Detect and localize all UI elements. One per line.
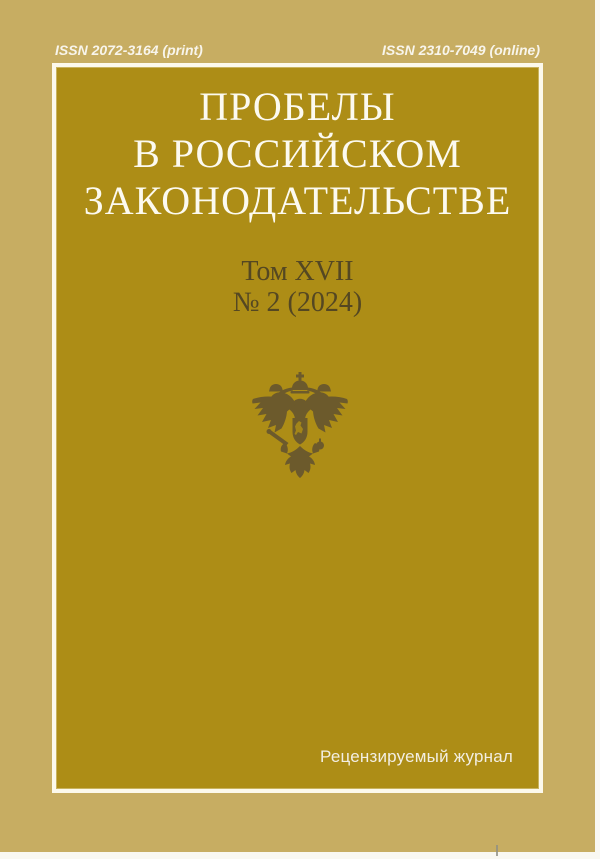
double-headed-eagle-icon (249, 372, 351, 482)
journal-title (56, 83, 539, 224)
volume-issue-block (56, 256, 539, 318)
title-line-3: ЗАКОНОДАТЕЛЬСТВЕ (83, 178, 512, 223)
title-line-1: ПРОБЕЛЫ (199, 84, 396, 129)
issue-label: № 2 (2024) (232, 287, 363, 318)
peer-reviewed-label: Рецензируемый журнал (320, 747, 513, 766)
issn-print-label: ISSN 2072-3164 (print) (55, 42, 203, 58)
issn-row (55, 42, 540, 59)
page-edge-bottom (0, 852, 600, 859)
page-edge-right (595, 0, 600, 859)
issn-online-label: ISSN 2310-7049 (online) (382, 42, 540, 58)
scan-artifact-mark (496, 845, 498, 856)
volume-label: Том XVII (241, 256, 354, 287)
title-line-2: В РОССИЙСКОМ (133, 131, 462, 176)
